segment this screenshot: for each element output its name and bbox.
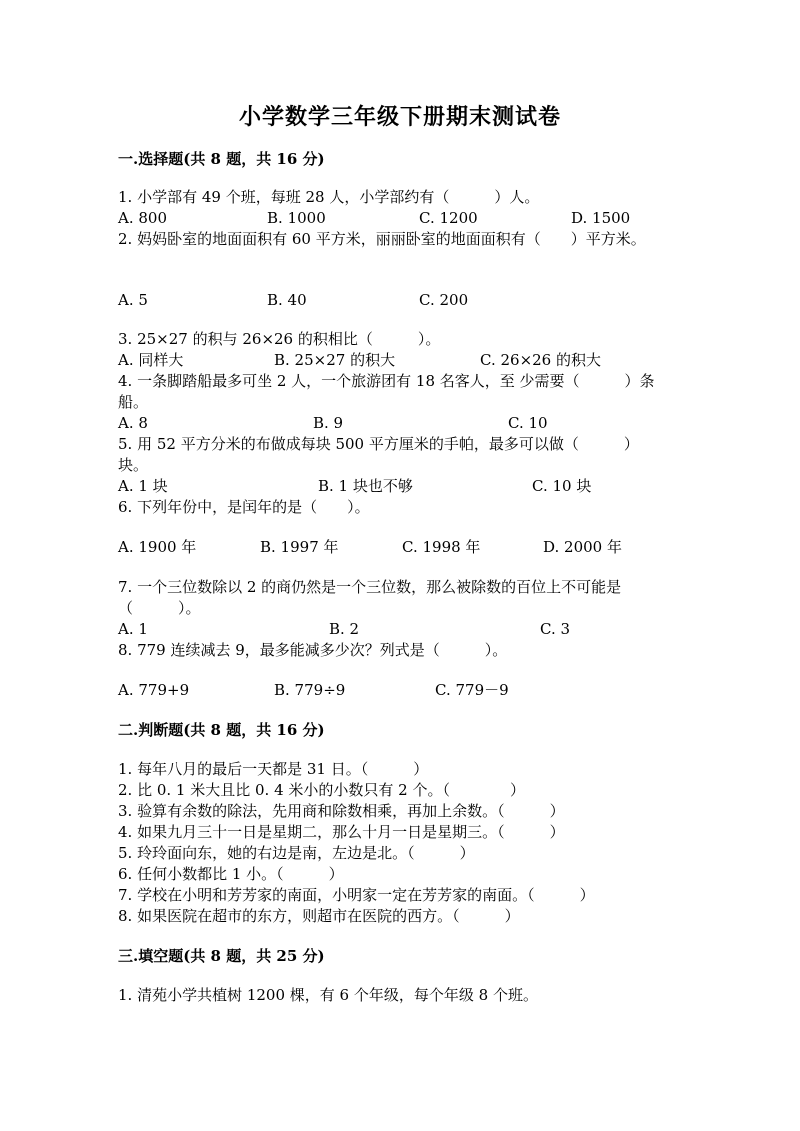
tf-question-1: 1. 每年八月的最后一天都是 31 日。（ ）	[118, 760, 429, 778]
mc-question-4-cont: 船。	[118, 393, 149, 411]
mc-8-option-c: C. 779－9	[435, 681, 509, 699]
section-heading-true-false: 二.判断题(共 8 题，共 16 分)	[118, 721, 325, 739]
page-title: 小学数学三年级下册期末测试卷	[238, 104, 561, 130]
tf-question-4: 4. 如果九月三十一日是星期二，那么十月一日是星期三。（ ）	[118, 823, 565, 841]
mc-7-option-c: C. 3	[540, 620, 571, 638]
mc-6-option-c: C. 1998 年	[402, 538, 481, 556]
mc-4-option-b: B. 9	[313, 414, 344, 432]
mc-3-option-b: B. 25×27 的积大	[274, 351, 396, 369]
mc-1-option-d: D. 1500	[571, 209, 631, 227]
mc-5-option-a: A. 1 块	[118, 477, 168, 495]
tf-question-8: 8. 如果医院在超市的东方，则超市在医院的西方。（ ）	[118, 907, 520, 925]
mc-8-option-b: B. 779÷9	[274, 681, 346, 699]
section-heading-choice: 一.选择题(共 8 题，共 16 分)	[118, 150, 325, 168]
mc-4-option-c: C. 10	[508, 414, 548, 432]
mc-question-6: 6. 下列年份中，是闰年的是（ ）。	[118, 498, 370, 516]
mc-4-option-a: A. 8	[118, 414, 148, 432]
mc-5-option-b: B. 1 块也不够	[318, 477, 413, 495]
mc-question-8: 8. 779 连续减去 9，最多能减多少次？列式是（ ）。	[118, 641, 508, 659]
tf-question-5: 5. 玲玲面向东，她的右边是南，左边是北。（ ）	[118, 844, 475, 862]
mc-question-5: 5. 用 52 平方分米的布做成每块 500 平方厘米的手帕，最多可以做（ ）	[118, 435, 639, 453]
mc-question-2: 2. 妈妈卧室的地面面积有 60 平方米，丽丽卧室的地面面积有（ ）平方米。	[118, 230, 646, 248]
mc-7-option-b: B. 2	[329, 620, 360, 638]
mc-2-option-b: B. 40	[267, 291, 307, 309]
mc-1-option-a: A. 800	[118, 209, 167, 227]
mc-6-option-a: A. 1900 年	[118, 538, 197, 556]
mc-question-7-cont: （ ）。	[118, 599, 201, 617]
mc-6-option-b: B. 1997 年	[260, 538, 339, 556]
mc-1-option-c: C. 1200	[419, 209, 478, 227]
tf-question-2: 2. 比 0. 1 米大且比 0. 4 米小的小数只有 2 个。（ ）	[118, 781, 525, 799]
mc-5-option-c: C. 10 块	[532, 477, 592, 495]
section-heading-fill-blank: 三.填空题(共 8 题，共 25 分)	[118, 947, 325, 965]
fill-question-1: 1. 清苑小学共植树 1200 棵，有 6 个年级，每个年级 8 个班。	[118, 986, 538, 1004]
tf-question-6: 6. 任何小数都比 1 小。（ ）	[118, 865, 344, 883]
mc-7-option-a: A. 1	[118, 620, 148, 638]
mc-question-4: 4. 一条脚踏船最多可坐 2 人，一个旅游团有 18 名客人，至 少需要（ ）条	[118, 372, 655, 390]
mc-question-5-cont: 块。	[118, 456, 149, 474]
mc-8-option-a: A. 779+9	[118, 681, 190, 699]
mc-question-3: 3. 25×27 的积与 26×26 的积相比（ ）。	[118, 330, 441, 348]
mc-question-7: 7. 一个三位数除以 2 的商仍然是一个三位数，那么被除数的百位上不可能是	[118, 578, 622, 596]
mc-2-option-c: C. 200	[419, 291, 469, 309]
mc-2-option-a: A. 5	[118, 291, 148, 309]
mc-1-option-b: B. 1000	[267, 209, 326, 227]
mc-question-1: 1. 小学部有 49 个班，每班 28 人，小学部约有（ ）人。	[118, 188, 540, 206]
tf-question-3: 3. 验算有余数的除法，先用商和除数相乘，再加上余数。（ ）	[118, 802, 565, 820]
tf-question-7: 7. 学校在小明和芳芳家的南面，小明家一定在芳芳家的南面。（ ）	[118, 886, 595, 904]
mc-6-option-d: D. 2000 年	[543, 538, 622, 556]
mc-3-option-c: C. 26×26 的积大	[480, 351, 601, 369]
mc-3-option-a: A. 同样大	[118, 351, 184, 369]
